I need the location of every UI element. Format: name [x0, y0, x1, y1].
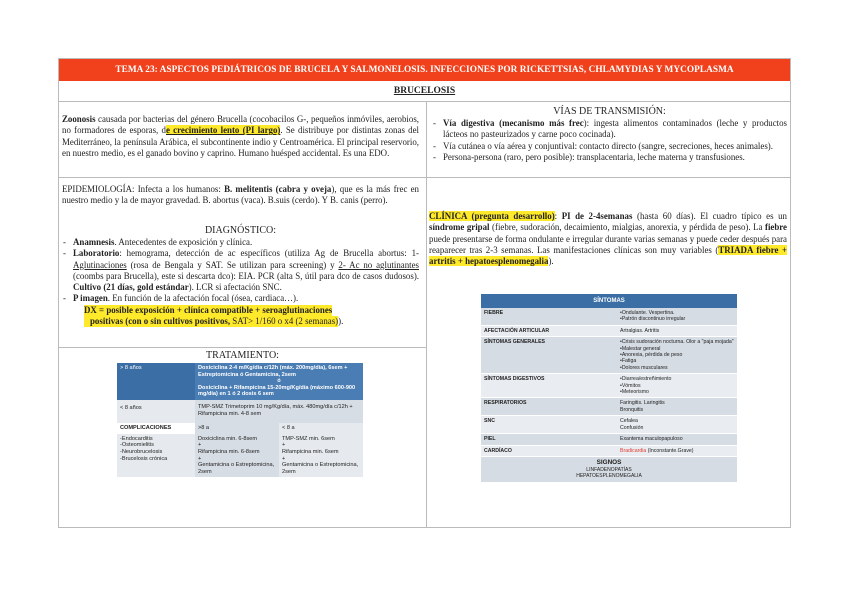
transmission-item-digestive — [432, 118, 787, 141]
symptom-detail: •Diarrea/estreñimiento •Vómitos •Meteorismo — [617, 374, 737, 397]
section-heading — [59, 81, 790, 102]
treatment-row-under8 — [117, 400, 363, 423]
symptom-row — [481, 434, 737, 445]
zoonosis-text-2: . Se distribuye por distintas zonas del Mediterráneo, la península Arábica, el subcontinente indio y Centroamérica. El principal reservorio, en nuestro medio, es el ganado bovino y caprino. Humano huésped accidental. Es una EDO. — [62, 125, 419, 158]
complications-over8-header: >8 a — [195, 423, 279, 434]
zoonosis-highlight: e crecimiento lento (PI largo) — [165, 125, 281, 136]
symptom-category: RESPIRATORIOS — [481, 398, 617, 415]
treatment-value — [195, 363, 363, 400]
symptom-detail: Exantema maculopapuloso — [617, 434, 737, 444]
treatment-key: > 8 años — [117, 363, 195, 400]
symptom-row — [481, 326, 737, 337]
symptom-category: PIEL — [481, 434, 617, 444]
treatment-key: < 8 años — [117, 400, 195, 423]
symptom-detail — [617, 446, 737, 456]
symptom-category: SÍNTOMAS DIGESTIVOS — [481, 374, 617, 397]
treatment-option-2: Doxiciclina + Rifampicina 15-20mg/Kg/día (máximo 600-900 mg/día) en 1 ó 2 dosis 6 sem — [198, 384, 356, 398]
row-divider-2 — [59, 347, 426, 348]
clinical-text-1: : — [554, 211, 562, 221]
symptom-row — [481, 308, 737, 326]
epi-text-2: ), que es la más frec en nuestro medio y la de mayor gravedad. B. abortus (vaca). B.suis (cerdo). Y B. canis (perro). — [62, 184, 419, 206]
symptom-category: SÍNTOMAS GENERALES — [481, 337, 617, 373]
symptoms-rows — [481, 308, 737, 457]
epi-bold: B. melitentis (cabra y oveja — [224, 184, 332, 194]
dx-line2-text: SAT> 1/160 o x4 (2 semanas) — [230, 316, 339, 327]
lab-underline-1: Aglutinaciones — [73, 259, 127, 270]
column-divider — [426, 101, 427, 528]
complications-over8: Doxiciclina min. 6-8sem + Rifampicina min. 6-8sem + Gentamicina o Estreptomicina, 2sem — [195, 434, 279, 478]
clinical-bold-3: fiebre — [764, 222, 787, 233]
epidemiology-paragraph — [62, 184, 419, 207]
lab-text-1: : hemograma, detección de ac específicos (utiliza Ag de Brucella abortus: 1- — [119, 248, 419, 259]
treatment-option-1: Doxiciclina 2-4 m/Kg/día c/12h (máx. 200mg/día), 6sem + Estreptomicina ó Gentamicina, 2sem — [198, 365, 348, 378]
symptom-detail: Cefalea Confusión — [617, 416, 737, 433]
digestive-bold: Vía digestiva (mecanismo más frec — [443, 118, 584, 128]
dx-summary — [62, 305, 419, 328]
symptom-detail: •Ondulante. Vespertina. •Patrón discontinuo irregular — [617, 308, 737, 325]
symptom-row — [481, 416, 737, 434]
clinical-text-4: puede presentarse de forma ondulante e irregular durante varias semanas y puede ceder después para reaparecer tras 2-3 semanas. Las manifestaciones clínicas son muy variables ( — [429, 233, 787, 255]
zoonosis-term: Zoonosis — [62, 114, 96, 124]
lab-bold-2: Cultivo (21 días, gold estándar — [73, 282, 189, 293]
row-divider-1 — [59, 177, 790, 178]
symptom-detail: Faringitis. Laringitis Bronquitis — [617, 398, 737, 415]
diagnosis-item-imaging — [62, 293, 419, 304]
symptom-category: CARDÍACO — [481, 446, 617, 456]
symptom-row — [481, 374, 737, 398]
lab-underline-2: 2- Ac no aglutinantes — [338, 259, 419, 270]
imaging-bold: P imagen — [73, 293, 108, 304]
section-title: BRUCELOSIS — [393, 86, 456, 96]
lab-bold: Laboratorio — [73, 248, 120, 259]
clinical-text-2: (hasta 60 días). El cuadro típico es un — [632, 211, 787, 221]
symptom-detail-text: (Inconstante.Grave) — [646, 447, 694, 454]
transmission-title: VÍAS DE TRANSMISIÓN: — [553, 106, 666, 117]
clinical-triad: TRIADA fiebre + artritis + hepatoesplenomegalia — [429, 244, 787, 267]
anamnesis-bold: Anamnesis — [73, 237, 115, 247]
clinical-bold-1: PI de 2-4semanas — [561, 211, 633, 221]
anamnesis-text: . Antecedentes de exposición y clínica. — [114, 237, 253, 247]
clinical-paragraph — [429, 211, 787, 267]
symptoms-header: SÍNTOMAS — [481, 294, 737, 308]
clinical-bold-2: síndrome gripal — [429, 222, 490, 233]
epi-text-1: EPIDEMIOLOGÍA: Infecta a los humanos: — [62, 184, 225, 194]
zoonosis-paragraph — [62, 114, 419, 159]
dx-summary-line-1: DX = posible exposición + clínica compatible + seroaglutinaciones — [84, 304, 333, 315]
treatment-row-over8 — [117, 363, 363, 400]
imaging-text: . En función de la afectación focal (ósea, cardiaca…). — [107, 293, 299, 304]
diagnosis-item-lab — [62, 248, 419, 293]
symptom-category: SNC — [481, 416, 617, 433]
dx-summary-line-2 — [84, 316, 338, 327]
treatment-row-complications-header — [117, 423, 363, 434]
complications-label: COMPLICACIONES — [120, 425, 172, 432]
diagnosis-block — [62, 225, 419, 327]
treatment-title: TRATAMIENTO: — [206, 350, 279, 361]
dx-line2-bold: positivas (con o sin cultivos positivos, — [90, 316, 231, 327]
lab-text-3: (coombs para Brucella), este si descarta dco): EIA. PCR (alta S, útil para dco de casos dudosos). — [73, 270, 419, 281]
zoonosis-text-1: causada por bacterias del género Brucella (cocobacilos G-, pequeños inmóviles, aerobios, no formadores de esporas, d — [62, 114, 419, 136]
signs-list: LINFADENOPATÍAS HEPATOESPLENOMEGALIA — [576, 466, 642, 479]
digestive-text: ): ingesta alimentos contaminados (leche y productos lácteos no pasteurizados y carne poco cocinada). — [443, 118, 787, 140]
complications-under8-header: < 8 a — [279, 423, 363, 434]
complications-list: -Endocarditis -Osteomielitis -Neurobrucelosis -Brucelosis crónica — [117, 434, 195, 478]
transmission-item-person: - Persona-persona (raro, pero posible): transplacentaria, leche materna y transfusiones. — [432, 152, 787, 163]
transmission-block — [432, 106, 787, 163]
clinical-highlight: CLÍNICA (pregunta desarrollo) — [429, 211, 555, 221]
symptoms-table — [481, 294, 737, 482]
symptom-detail: •Crisis sudoración nocturna. Olor a "paja mojada" •Malestar general •Anorexia, pérdida de peso •Fatiga •Dolores musculares — [617, 337, 737, 373]
dx-line2-end: ). — [338, 316, 344, 327]
treatment-value: TMP-SMZ Trimetoprim 10 mg/Kg/día, máx. 480mg/día c/12h + Rifampicina min. 4-8 sem — [195, 400, 363, 423]
symptom-category: FIEBRE — [481, 308, 617, 325]
clinical-text-3: (fiebre, sudoración, decaimiento, mialgias, anorexia, y pérdida de peso). La — [489, 222, 765, 233]
diagnosis-item-anamnesis — [62, 237, 419, 248]
symptom-row — [481, 398, 737, 416]
diagnosis-title: DIAGNÓSTICO: — [204, 225, 277, 236]
signs-title: SIGNOS — [596, 458, 622, 466]
clinical-text-5: ). — [548, 256, 554, 267]
lab-text-2: (rosa de Bengala y SAT. Se utilizan para screening) y — [126, 259, 339, 270]
symptom-detail: Artralgias. Artritis — [617, 326, 737, 336]
symptom-detail-highlight: Bradicardia — [620, 447, 647, 454]
lab-text-4: ). LCR si afectación SNC. — [188, 282, 282, 293]
signs-block — [481, 457, 737, 482]
treatment-row-complications — [117, 434, 363, 478]
symptom-row — [481, 446, 737, 457]
symptom-category: AFECTACIÓN ARTICULAR — [481, 326, 617, 336]
treatment-or: ó — [277, 378, 281, 385]
symptom-row — [481, 337, 737, 374]
topic-banner: TEMA 23: ASPECTOS PEDIÁTRICOS DE BRUCELA Y SALMONELOSIS. INFECCIONES POR RICKETTSIAS, CHLAMYDIAS Y MYCOPLASMA — [59, 59, 790, 81]
transmission-item-cutaneous: - Vía cutánea o vía aérea y conjuntival: contacto directo (sangre, secreciones, heces animales). — [432, 141, 787, 152]
treatment-table — [117, 363, 363, 477]
document-page — [58, 58, 791, 528]
complications-under8: TMP-SMZ min. 6sem + Rifampicina min. 6sem + Gentamicina o Estreptomicina, 2sem — [279, 434, 363, 478]
